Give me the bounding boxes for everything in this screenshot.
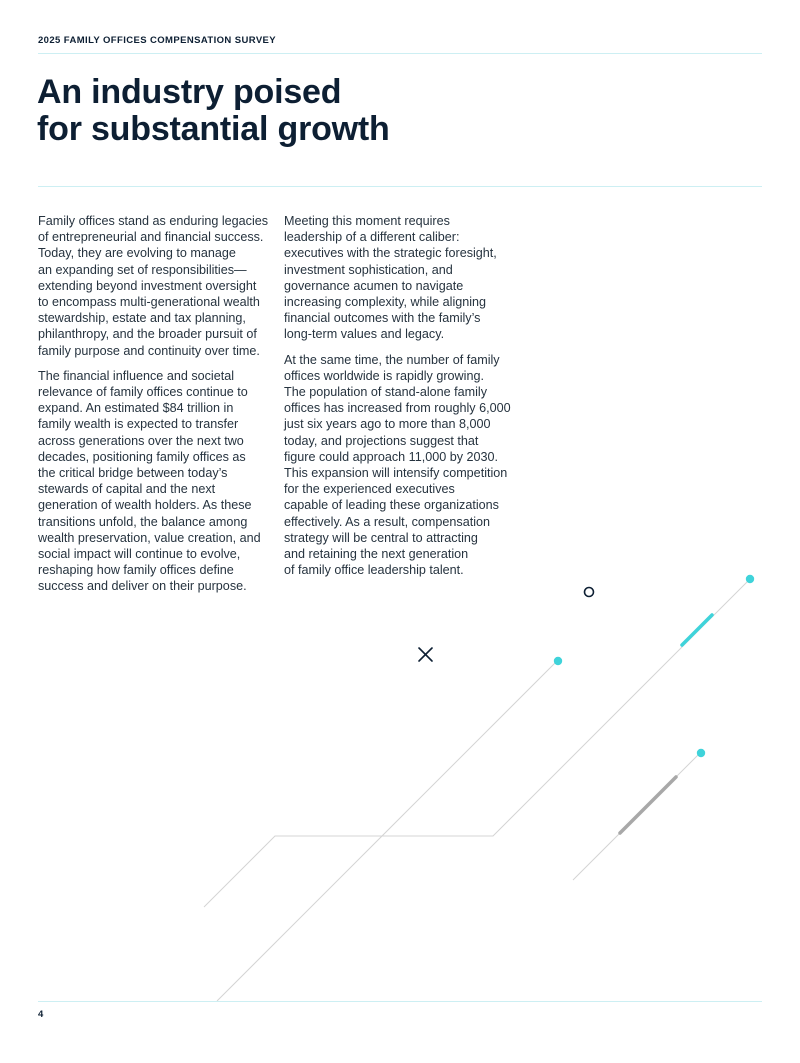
body-text-line: increasing complexity, while aligning [284, 295, 487, 310]
body-text-line: family wealth is expected to transfer [38, 417, 239, 432]
body-text-line: decades, positioning family offices as [38, 449, 246, 464]
body-text-line: stewards of capital and the next [38, 482, 216, 497]
body-text-line: governance acumen to navigate [284, 278, 464, 293]
body-text-line: extending beyond investment oversight [38, 278, 257, 293]
body-text-line: At the same time, the number of family [284, 352, 500, 367]
body-text-line: investment sophistication, and [284, 262, 453, 277]
teal-dot-icon [697, 749, 705, 757]
body-text-line: for the experienced executives [284, 482, 455, 497]
body-text-line: philanthropy, and the broader pursuit of [38, 327, 257, 342]
body-text-line: generation of wealth holders. As these [38, 498, 252, 513]
body-text-line: effectively. As a result, compensation [284, 514, 491, 529]
teal-accent-stroke [682, 615, 712, 645]
body-text-line: offices has increased from roughly 6,000 [284, 401, 511, 416]
body-text-line: capable of leading these organizations [284, 498, 499, 513]
x-mark-icon [419, 648, 432, 661]
body-text-line: an expanding set of responsibilities— [38, 262, 247, 277]
body-text-line: long-term values and legacy. [284, 327, 445, 342]
circle-outline-icon [585, 588, 594, 597]
body-text-line: Today, they are evolving to manage [38, 246, 236, 261]
footer-divider [38, 1001, 762, 1002]
body-text-line: reshaping how family offices define [38, 563, 234, 578]
survey-header-label: 2025 FAMILY OFFICES COMPENSATION SURVEY [38, 35, 277, 46]
body-text-line: The population of stand-alone family [284, 385, 488, 400]
body-text-line: the critical bridge between today’s [38, 466, 228, 481]
body-text-line: success and deliver on their purpose. [38, 579, 247, 594]
body-text-line: strategy will be central to attracting [284, 530, 478, 545]
body-text-line: stewardship, estate and tax planning, [38, 311, 246, 326]
body-text-line: of entrepreneurial and financial success. [38, 230, 264, 245]
body-text-line: Family offices stand as enduring legacies [38, 214, 269, 228]
body-text-line: relevance of family offices continue to [38, 385, 248, 400]
body-text-line: wealth preservation, value creation, and [38, 530, 261, 545]
body-text-line: today, and projections suggest that [284, 433, 479, 448]
body-text-line: and retaining the next generation [284, 547, 469, 562]
body-text-line: expand. An estimated $84 trillion in [38, 401, 234, 416]
body-text-line: social impact will continue to evolve, [38, 547, 241, 562]
body-text-line: Meeting this moment requires [284, 214, 450, 228]
gray-diagonal-line [217, 660, 558, 1001]
gray-accent-stroke [620, 777, 676, 833]
body-text-line: just six years ago to more than 8,000 [284, 417, 491, 432]
body-text-line: figure could approach 11,000 by 2030. [284, 449, 499, 464]
teal-dot-icon [554, 657, 562, 665]
body-text-line: across generations over the next two [38, 433, 244, 448]
body-text-line: This expansion will intensify competition [284, 466, 508, 481]
body-text-line: The financial influence and societal [38, 368, 235, 383]
headline-line-2: for substantial growth [37, 110, 390, 148]
body-text-line: executives with the strategic foresight, [284, 246, 497, 261]
body-text-line: of family office leadership talent. [284, 563, 464, 578]
headline-line-1: An industry poised [37, 73, 342, 111]
page-number: 4 [38, 1009, 44, 1020]
teal-dot-icon [746, 575, 754, 583]
body-text-line: offices worldwide is rapidly growing. [284, 368, 484, 383]
body-text-line: to encompass multi-generational wealth [38, 295, 260, 310]
gray-path-line [204, 579, 750, 907]
body-text-line: leadership of a different caliber: [284, 230, 460, 245]
body-text-line: financial outcomes with the family’s [284, 311, 481, 326]
body-text-line: transitions unfold, the balance among [38, 514, 248, 529]
body-text-line: family purpose and continuity over time. [38, 343, 260, 358]
